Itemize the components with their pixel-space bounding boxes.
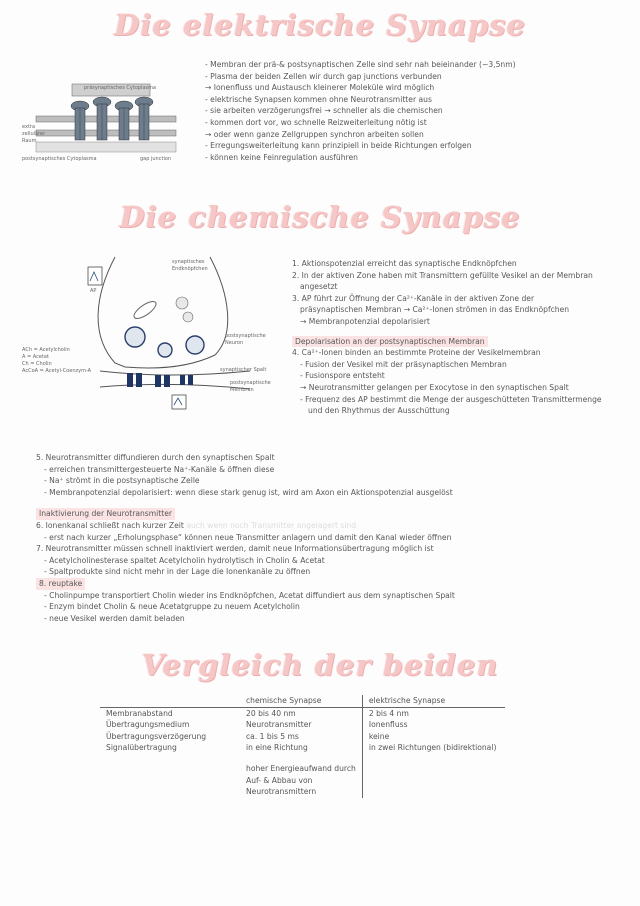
- electric-line: - können keine Feinregulation ausführen: [205, 152, 358, 162]
- label-postsyn-neuron-2: Neuron: [225, 340, 244, 346]
- electric-line: - sie arbeiten verzögerungsfrei → schneller als die chemischen: [205, 106, 443, 116]
- chem-step: 2. In der aktiven Zone haben mit Transmittern gefüllte Vesikel an der Membran: [292, 270, 593, 280]
- chem-step: 3. AP führt zur Öffnung der Ca²⁺-Kanäle in der aktiven Zone der: [292, 293, 535, 303]
- chem-step: - erst nach kurzer „Erholungsphase“ können neue Transmitter anlagern und damit den Kanal wieder öffnen: [44, 532, 452, 542]
- table-row: [100, 719, 505, 731]
- chem-step: 4. Ca²⁺-Ionen binden an bestimmte Proteine der Vesikelmembran: [292, 348, 541, 358]
- label-synaptic-knob-2: Endknöpfchen: [172, 266, 208, 272]
- label-postsyn-membrane-2: Membran: [230, 387, 254, 393]
- chem-value: Neurotransmitter: [246, 720, 312, 730]
- step6-faint-text: auch wenn noch Transmitter angelagert sind: [186, 520, 357, 530]
- chem-value: in eine Richtung: [246, 743, 308, 753]
- chem-extra-1: hoher Energieaufwand durch: [246, 763, 356, 773]
- elec-value: Ionenfluss: [362, 719, 505, 731]
- electric-line: - Erregungsweiterleitung kann prinzipiell in beide Richtungen erfolgen: [205, 141, 472, 151]
- chem-step: - Spaltprodukte sind nicht mehr in der Lage die Ionenkanäle zu öffnen: [44, 567, 311, 577]
- label-extracellular-3: Raum: [22, 138, 37, 144]
- label-postsyn-membrane-1: postsynaptische: [230, 380, 271, 386]
- chem-step: und den Rhythmus der Ausschüttung: [308, 406, 450, 416]
- legend-ach: ACh = Acetylcholin: [22, 347, 70, 353]
- label-gap-junction: gap junction: [140, 156, 172, 162]
- chem-step: → Neurotransmitter gelangen per Exocytose in den synaptischen Spalt: [300, 382, 569, 392]
- chem-step: - Enzym bindet Cholin & neue Acetatgruppe zu neuem Acetylcholin: [44, 602, 300, 612]
- chemical-synapse-figure: [20, 255, 280, 415]
- label-ap: AP: [90, 288, 97, 294]
- chem-step: - Frequenz des AP bestimmt die Menge der ausgeschütteten Transmittermenge: [300, 394, 602, 404]
- table-row: [100, 742, 505, 754]
- legend-acetyl-coa: AcCoA = Acetyl-Coenzym-A: [22, 368, 92, 374]
- elec-value: 2 bis 4 nm: [362, 707, 505, 719]
- electric-notes: [205, 59, 516, 163]
- table-row: [100, 707, 505, 719]
- elec-value: keine: [362, 731, 505, 743]
- row-label: Membranabstand: [106, 708, 173, 718]
- reuptake-heading: 8. reuptake: [36, 578, 85, 590]
- electric-line: → Ionenfluss und Austausch kleinerer Moleküle wird möglich: [205, 83, 435, 93]
- chemical-steps-right: [292, 258, 602, 417]
- electric-line: → oder wenn ganze Zellgruppen synchron arbeiten sollen: [205, 129, 424, 139]
- table-row: [100, 731, 505, 743]
- chem-extra-3: Neurotransmittern: [246, 787, 317, 797]
- chem-step: 1. Aktionspotenzial erreicht das synaptische Endknöpfchen: [292, 259, 517, 268]
- label-postsyn-cytoplasm: postsynaptisches Cytoplasma: [22, 156, 97, 162]
- label-postsyn-neuron-1: postsynaptische: [225, 333, 266, 339]
- inactivation-heading: Inaktivierung der Neurotransmitter: [36, 508, 175, 520]
- electric-line: - Membran der prä-& postsynaptischen Zelle sind sehr nah beieinander (~3,5nm): [205, 60, 516, 69]
- label-synaptic-knob-1: synaptisches: [172, 259, 205, 265]
- table-row: [100, 786, 505, 798]
- table-row: [100, 775, 505, 787]
- chem-step: - Fusionspore entsteht: [300, 371, 385, 381]
- chemical-synapse-title: Die chemische Synapse: [119, 200, 521, 234]
- chemical-steps-lower: [36, 452, 455, 624]
- label-extracellular-2: zellulärer: [22, 131, 46, 137]
- chem-step: - neue Vesikel werden damit beladen: [44, 613, 185, 623]
- table-row: [100, 763, 505, 775]
- col-chemical: chemische Synapse: [240, 695, 362, 707]
- chem-value: 20 bis 40 nm: [246, 708, 296, 718]
- comparison-table: [100, 695, 505, 798]
- col-electric: elektrische Synapse: [362, 695, 505, 707]
- gap-junction-figure: [22, 80, 187, 170]
- chem-step: - Cholinpumpe transportiert Cholin wieder ins Endknöpfchen, Acetat diffundiert aus dem synaptischen Spalt: [44, 590, 455, 600]
- comparison-title: Vergleich der beiden: [141, 648, 499, 682]
- chem-value: ca. 1 bis 5 ms: [246, 731, 299, 741]
- depolarisation-heading: Depolarisation an der postsynaptischen Membran: [292, 336, 488, 348]
- electric-line: - elektrische Synapsen kommen ohne Neurotransmitter aus: [205, 94, 432, 104]
- row-label: Übertragungsmedium: [106, 720, 190, 730]
- table-spacer-row: [100, 754, 505, 763]
- chem-step: - Na⁺ strömt in die postsynaptische Zelle: [44, 476, 200, 486]
- chem-step: 7. Neurotransmitter müssen schnell inaktiviert werden, damit neue Informationsübertragung möglich ist: [36, 544, 434, 554]
- elec-value: in zwei Richtungen (bidirektional): [362, 742, 505, 754]
- row-label: Übertragungsverzögerung: [106, 731, 207, 741]
- chem-step: 5. Neurotransmitter diffundieren durch den synaptischen Spalt: [36, 453, 275, 462]
- chem-step: 6. Ionenkanal schließt nach kurzer Zeit: [36, 520, 184, 530]
- legend-acetate: A = Acetat: [22, 354, 49, 360]
- comparison-header-row: [100, 695, 505, 707]
- chem-step: - erreichen transmittergesteuerte Na⁺-Kanäle & öffnen diese: [44, 464, 275, 474]
- label-synaptic-cleft: synaptischer Spalt: [220, 367, 267, 373]
- chem-step: - Acetylcholinesterase spaltet Acetylcholin hydrolytisch in Cholin & Acetat: [44, 555, 325, 565]
- legend-choline: Ch = Cholin: [22, 361, 52, 367]
- chem-step: - Membranpotenzial depolarisiert: wenn diese stark genug ist, wird am Axon ein Aktionspotenzial ausgelöst: [44, 487, 453, 497]
- electric-synapse-title: Die elektrische Synapse: [114, 8, 526, 42]
- chem-step: angesetzt: [300, 282, 338, 292]
- label-extracellular-1: extra: [22, 124, 36, 130]
- electric-line: - kommen dort vor, wo schnelle Reizweiterleitung nötig ist: [205, 117, 427, 127]
- electric-line: - Plasma der beiden Zellen wir durch gap junctions verbunden: [205, 71, 442, 81]
- chem-step: - Fusion der Vesikel mit der präsynaptischen Membran: [300, 359, 507, 369]
- chem-extra-2: Auf- & Abbau von: [246, 775, 313, 785]
- chem-step: → Membranpotenzial depolarisiert: [300, 316, 430, 326]
- label-presyn-cytoplasm: präsynaptisches Cytoplasma: [84, 85, 157, 91]
- chem-step: präsynaptischen Membran → Ca²⁺-Ionen strömen in das Endknöpfchen: [300, 305, 570, 315]
- row-label: Signalübertragung: [106, 743, 177, 753]
